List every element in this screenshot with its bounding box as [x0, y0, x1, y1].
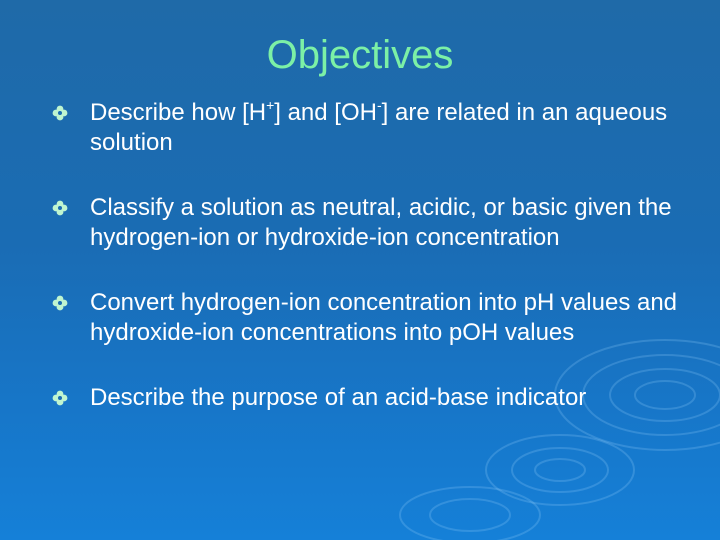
slide-title: Objectives — [266, 33, 454, 77]
diamond-clover-icon — [52, 200, 68, 216]
superscript-minus: - — [376, 97, 382, 113]
bullet-text: Describe the purpose of an acid-base indicator — [90, 384, 587, 411]
list-item — [52, 383, 692, 413]
list-item — [52, 98, 692, 158]
superscript-plus: + — [266, 97, 275, 113]
bullet-text: Convert hydrogen-ion concentration into pH values and hydroxide-ion concentrations into pOH values — [90, 289, 678, 346]
bullet-text-part: Describe how [H — [90, 99, 267, 126]
diamond-clover-icon — [52, 295, 68, 311]
list-item — [52, 288, 692, 348]
diamond-clover-icon — [52, 105, 68, 121]
objectives-list — [52, 98, 692, 413]
bullet-text: Classify a solution as neutral, acidic, or basic given the hydrogen-ion or hydroxide-ion concentration — [90, 194, 672, 251]
diamond-clover-icon — [52, 390, 68, 406]
bullet-text-part: ] are related in an aqueous solution — [90, 99, 668, 156]
list-item — [52, 193, 692, 253]
bullet-text-part: ] and [OH — [274, 99, 377, 126]
